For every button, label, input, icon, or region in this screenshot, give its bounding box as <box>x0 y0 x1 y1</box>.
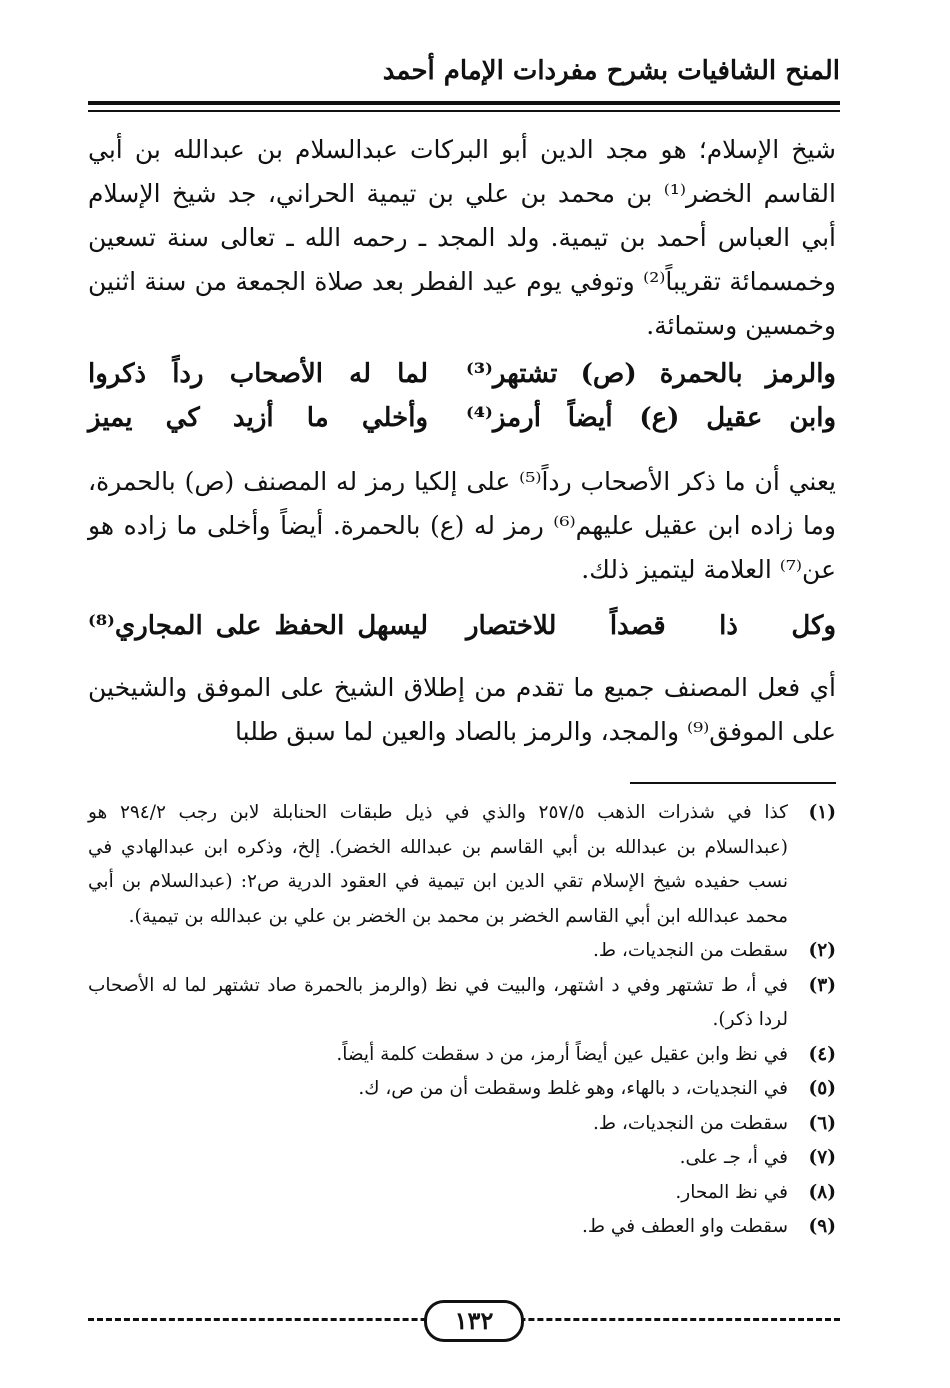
verse-1-second-hemistich: لما له الأصحاب رداً ذكروا <box>88 359 428 389</box>
footnotes-section <box>88 796 836 1245</box>
footnote-item <box>88 969 836 1038</box>
body-paragraph-2: يعني أن ما ذكر الأصحاب رداً⁽⁵⁾ على إلكيا رمز له المصنف (ص) بالحمرة، وما زاده ابن عقيل عليهم⁽⁶⁾ رمز له (ع) بالحمرة. أيضاً وأخلى ما زاده هو عن⁽⁷⁾ العلامة ليتميز ذلك. <box>88 467 836 584</box>
verse-2-first-hemistich: وابن عقيل (ع) أيضاً أرمز⁽⁴⁾ <box>466 403 836 433</box>
header-rule-thin <box>88 110 840 112</box>
footnote-text: سقطت من النجديات، ط. <box>592 940 788 961</box>
footnote-number: (٢) <box>808 940 836 961</box>
verse-line-2 <box>88 396 836 440</box>
footnote-number: (٥) <box>808 1078 836 1099</box>
footnote-number: (٤) <box>808 1043 836 1065</box>
footnote-item <box>88 934 836 969</box>
body-paragraph-3: أي فعل المصنف جميع ما تقدم من إطلاق الشيخ على الموفق والشيخين على الموفق⁽⁹⁾ والمجد، والرمز بالصاد والعين لما سبق طلبا <box>88 673 836 746</box>
verse-2-second-hemistich: وأخلي ما أزيد كي يميز <box>88 403 428 433</box>
footnote-item <box>88 1038 836 1073</box>
verse-3-second-hemistich: ليسهل الحفظ على المجاري⁽⁸⁾ <box>88 611 428 641</box>
footnote-text: كذا في شذرات الذهب ٢٥٧/٥ والذي في ذيل طبقات الحنابلة لابن رجب ٢٩٤/٢ هو (عبدالسلام بن عبدالله بن أبي القاسم بن عبدالله الخضر). إلخ، وذكره ابن عبدالهادي في نسب حفيده شيخ الإسلام تقي الدين ابن تيمية في العقود الدرية ص٢: (عبدالسلام بن أبي محمد عبدالله ابن أبي القاسم الخضر بن محمد بن الخضر بن علي بن عبدالله بن تيمية). <box>88 802 788 927</box>
footnote-text: في نظ المحار. <box>675 1181 788 1203</box>
verse-3-first-hemistich: وكل ذا قصداً للاختصار <box>466 611 836 641</box>
footnote-text: سقطت من النجديات، ط. <box>592 1112 788 1134</box>
footnote-text: في نظ وابن عقيل عين أيضاً أرمز، من د سقطت كلمة أيضاً. <box>336 1043 788 1065</box>
footnote-item <box>88 1176 836 1211</box>
verse-line-1 <box>88 352 836 396</box>
footnote-item <box>88 1141 836 1176</box>
footnote-text: سقطت واو العطف في ط. <box>581 1216 788 1237</box>
page-number-badge: ١٣٢ <box>424 1300 524 1342</box>
footnote-item <box>88 1072 836 1107</box>
footnote-item <box>88 796 836 934</box>
footnote-number: (٩) <box>808 1216 836 1237</box>
footnote-item <box>88 1210 836 1245</box>
footnote-text: في النجديات، د بالهاء، وهو غلط وسقطت أن من ص، ك. <box>358 1078 788 1099</box>
running-header-title: المنح الشافيات بشرح مفردات الإمام أحمد <box>382 56 840 86</box>
verse-1-first-hemistich: والرمز بالحمرة (ص) تشتهر⁽³⁾ <box>466 359 836 389</box>
footnote-item <box>88 1107 836 1142</box>
footnote-separator <box>630 782 836 784</box>
footnote-number: (٣) <box>808 974 836 996</box>
verse-line-3 <box>88 604 836 648</box>
footnote-number: (١) <box>808 802 836 823</box>
footnote-text: في أ، ط تشتهر وفي د اشتهر، والبيت في نظ (والرمز بالحمرة صاد تشتهر لما له الأصحاب لردا ذكر). <box>88 974 788 1030</box>
header-rule-thick <box>88 101 840 105</box>
footnote-text: في أ، جـ على. <box>679 1147 788 1168</box>
footnote-number: (٨) <box>808 1181 836 1203</box>
body-paragraph-1: شيخ الإسلام؛ هو مجد الدين أبو البركات عبدالسلام بن عبدالله بن أبي القاسم الخضر⁽¹⁾ بن محمد بن علي بن تيمية الحراني، جد شيخ الإسلام أبي العباس أحمد بن تيمية. ولد المجد ـ رحمه الله ـ تعالى سنة تسعين وخمسمائة تقريباً⁽²⁾ وتوفي يوم عيد الفطر بعد صلاة الجمعة من سنة اثنين وخمسين وستمائة. <box>88 135 836 340</box>
footnote-number: (٦) <box>808 1112 836 1134</box>
footnote-number: (٧) <box>808 1147 836 1168</box>
